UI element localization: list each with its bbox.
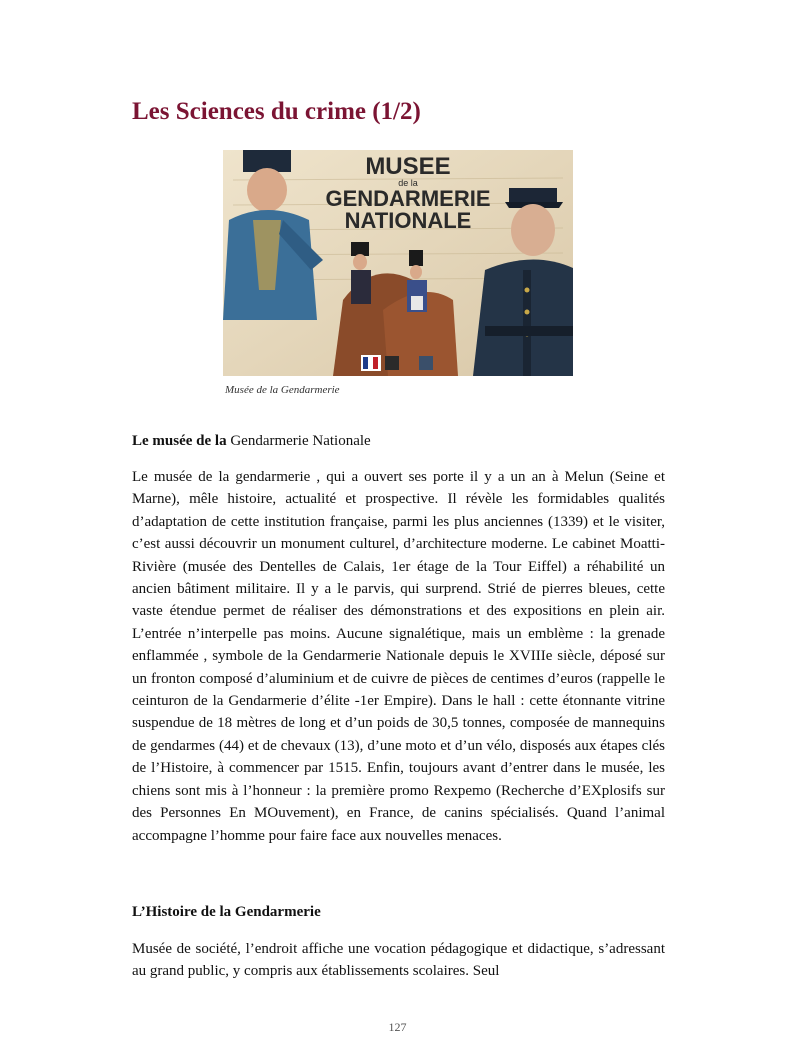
paragraph-musee: Le musée de la gendarmerie , qui a ouvert ses porte il y a un an à Melun (Seine et Marne), mêle histoire, actualité et prospective. Il révèle les formidables qualités d’adaptation de cette institution française, parmi les plus anciennes (1339) et le visiter, c’est aussi découvrir un monument culturel, d’architecture moderne. Le cabinet Moatti-Rivière (musée des Dentelles de Calais, 1er étage de la Tour Eiffel) a réhabilité un ancien bâtiment militaire. Il y a le parvis, qui surprend. Strié de pierres bleues, cette vaste étendue permet de réaliser des démonstrations et des expositions en plein air. L’entrée n’interpelle pas moins. Aucune signalétique, mais un emblème : la grenade enflammée , symbole de la Gendarmerie Nationale depuis le XVIIIe siècle, déposé sur un fronton composé d’aluminium et de cuivre de pièces de centimes d’euros (rappelle le ceinturon de la Gendarmerie d’élite -1er Empire). Dans le hall : cette étonnante vitrine suspendue de 18 mètres de long et d’un poids de 30,5 tonnes, composée de mannequins de gendarmes (44) et de chevaux (13), d’une moto et d’un vélo, disposés aux étapes clés de l’Histoire, à commencer par 1515. Enfin, toujours avant d’entrer dans le musée, les chiens sont mis à l’honneur : la première promo Rexpemo (Recherche d’EXplosifs sur des Personnes En MOuvement), en France, de canins spécialisés. Quand l’animal accompagne l’homme pour faire face aux nouvelles menaces. <box>132 469 665 844</box>
section-heading-bold: Le musée de la <box>132 433 227 449</box>
museum-poster-image <box>223 150 573 376</box>
section-heading-histoire <box>132 904 321 921</box>
poster-title-line3: GENDARMERIE <box>325 186 491 211</box>
poster-title-line4: NATIONALE <box>344 208 472 233</box>
image-caption: Musée de la Gendarmerie <box>225 384 340 396</box>
paragraph-histoire: Musée de société, l’endroit affiche une vocation pédagogique et didactique, s’adressant au grand public, y compris aux établissements scolaires. Seul <box>132 941 665 980</box>
poster-title-line2: de la <box>398 178 418 188</box>
section-heading-musee <box>132 433 371 450</box>
page-title: Les Sciences du crime (1/2) <box>132 98 421 125</box>
poster-title-line1: MUSEE <box>365 153 451 180</box>
section-heading-histoire-text: L’Histoire de la Gendarmerie <box>132 904 321 920</box>
section-heading-rest: Gendarmerie Nationale <box>226 433 371 449</box>
page-number: 127 <box>388 1020 407 1034</box>
